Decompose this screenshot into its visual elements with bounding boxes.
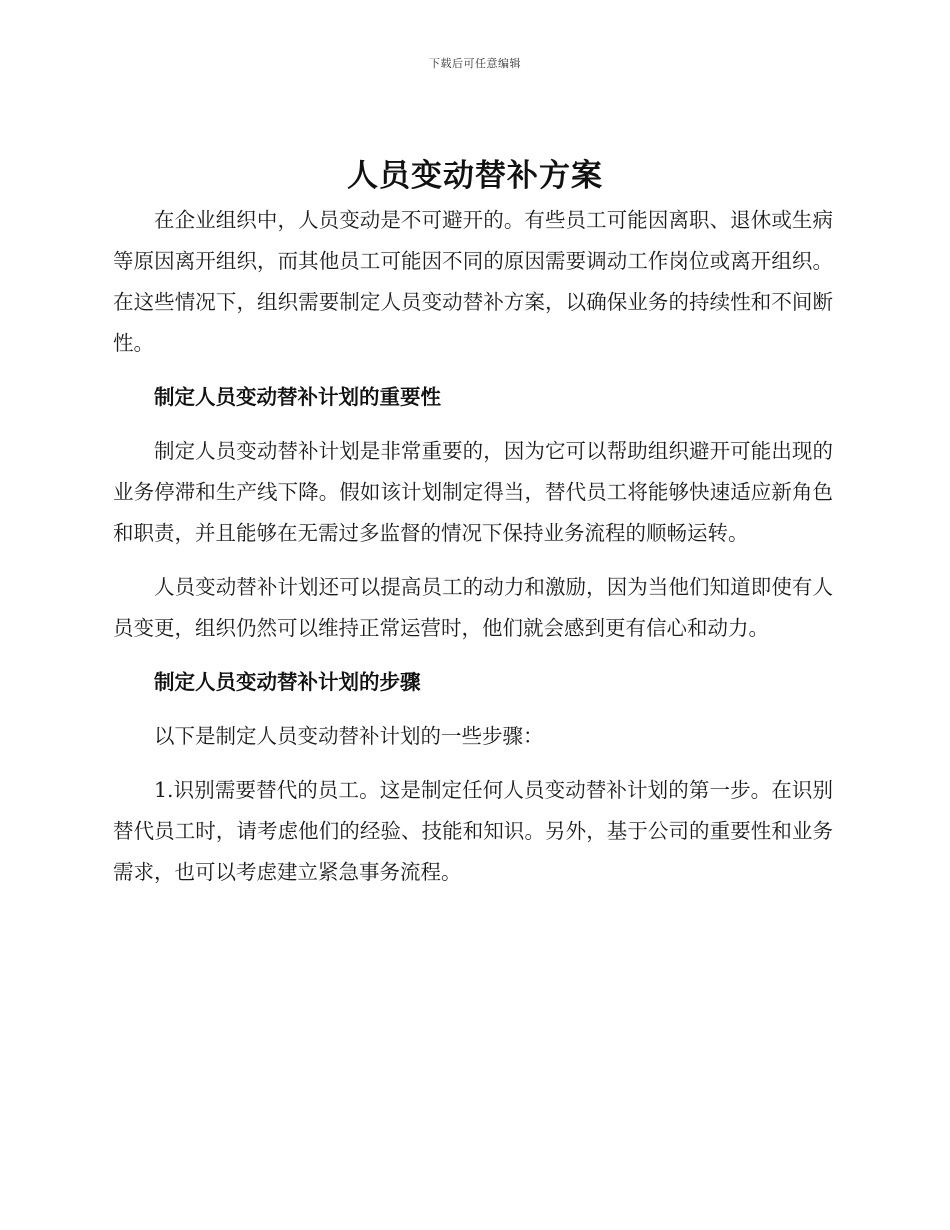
- paragraph-importance-2: 人员变动替补计划还可以提高员工的动力和激励，因为当他们知道即使有人员变更，组织仍然可以维持正常运营时，他们就会感到更有信心和动力。: [113, 575, 833, 640]
- page-header-note: 下载后可任意编辑: [429, 57, 521, 70]
- section-heading-steps: 制定人员变动替补计划的步骤: [154, 670, 421, 694]
- document-title: 人员变动替补方案: [347, 158, 603, 194]
- document-body: [113, 200, 833, 906]
- intro-paragraph: 在企业组织中，人员变动是不可避开的。有些员工可能因离职、退休或生病等原因离开组织，而其他员工可能因不同的原因需要调动工作岗位或离开组织。在这些情况下，组织需要制定人员变动替补方案，以确保业务的持续性和不间断性。: [113, 208, 833, 355]
- section-heading-importance: 制定人员变动替补计划的重要性: [154, 385, 441, 409]
- paragraph-steps-intro: 以下是制定人员变动替补计划的一些步骤：: [154, 724, 544, 748]
- paragraph-importance-1: 制定人员变动替补计划是非常重要的，因为它可以帮助组织避开可能出现的业务停滞和生产线下降。假如该计划制定得当，替代员工将能够快速适应新角色和职责，并且能够在无需过多监督的情况下保持业务流程的顺畅运转。: [113, 439, 833, 545]
- paragraph-step-1: 1.识别需要替代的员工。这是制定任何人员变动替补计划的第一步。在识别替代员工时，请考虑他们的经验、技能和知识。另外，基于公司的重要性和业务需求，也可以考虑建立紧急事务流程。: [113, 778, 833, 884]
